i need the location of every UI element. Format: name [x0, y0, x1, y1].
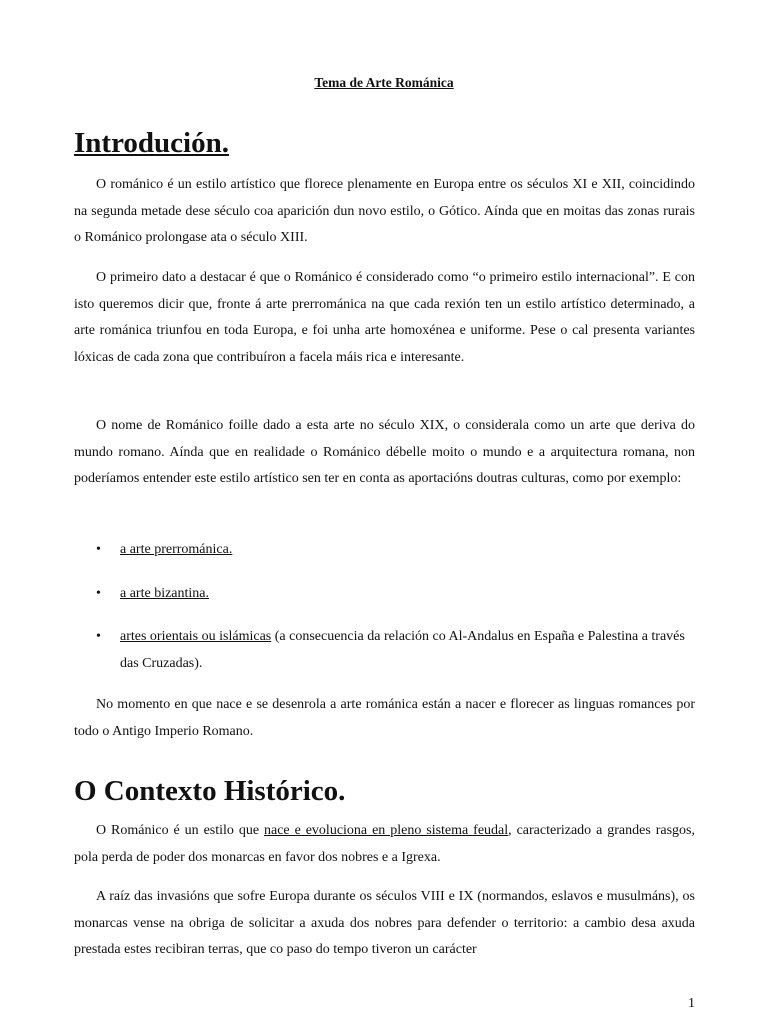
- document-title: Tema de Arte Románica: [314, 75, 454, 90]
- link-arte-bizantina[interactable]: a arte bizantina.: [120, 586, 210, 601]
- paragraph-intro-4: No momento en que nace e se desenrola a arte románica están a nacer e florecer as linguas romances por todo o Antigo Imperio Romano.: [74, 697, 695, 739]
- link-sistema-feudal[interactable]: nace e evoluciona en pleno sistema feudal: [264, 823, 509, 838]
- bullet-icon: •: [96, 629, 101, 644]
- paragraph-context-2: A raíz das invasións que sofre Europa durante os séculos VIII e IX (normandos, eslavos e musulmáns), os monarcas vense na obriga de solicitar a axuda dos nobres para defender o territorio: a cambio desa axuda prestada estes recibiran terras, que co paso do tempo tiveron un carácter: [74, 889, 695, 957]
- page-number: 1: [688, 996, 695, 1011]
- paragraph-intro-2: O primeiro dato a destacar é que o Románico é considerado como “o primeiro estilo internacional”. E con isto queremos dicir que, fronte á arte prerrománica na que cada rexión ten un estilo artístico determinado, a arte románica triunfou en toda Europa, e foi unha arte homoxénea e uniforme. Pese o cal presenta variantes lóxicas de cada zona que contribuíron a facela máis rica e interesante.: [74, 270, 695, 365]
- link-artes-orientais[interactable]: artes orientais ou islámicas: [120, 629, 272, 644]
- bullet-icon: •: [96, 542, 101, 557]
- heading-introduction: Introdución.: [74, 127, 229, 159]
- list-item-text: (a consecuencia da relación co Al-Andalus en España e Palestina a través das Cruzadas).: [120, 629, 685, 671]
- paragraph-intro-3: O nome de Románico foille dado a esta arte no século XIX, o consideral‌a como un arte que deriva do mundo romano. Aínda que en realidade o Románico débelle moito o mundo e a arquitectura romana, non poderíamos entender este estilo artístico sen ter en conta as aportacións doutras culturas, como por exemplo:: [74, 418, 695, 486]
- heading-historical-context: O Contexto Histórico.: [74, 775, 346, 807]
- list-item: [74, 537, 695, 564]
- list-item: [74, 624, 695, 677]
- list-item: [74, 581, 695, 608]
- link-arte-prerromanica[interactable]: a arte prerrománica.: [120, 542, 233, 557]
- paragraph-context-1: O Románico é un estilo que nace e evoluciona en pleno sistema feudal, caracterizado a grandes rasgos, pola perda de poder dos monarcas en favor dos nobres e a Igrexa.: [74, 823, 695, 865]
- bullet-icon: •: [96, 586, 101, 601]
- paragraph-intro-1: O románico é un estilo artístico que florece plenamente en Europa entre os séculos XI e XII, coincidindo na segunda metade dese século coa aparición dun novo estilo, o Gótico. Aínda que en moitas das zonas rurais o Románico prolongase ata o século XIII.: [74, 177, 695, 245]
